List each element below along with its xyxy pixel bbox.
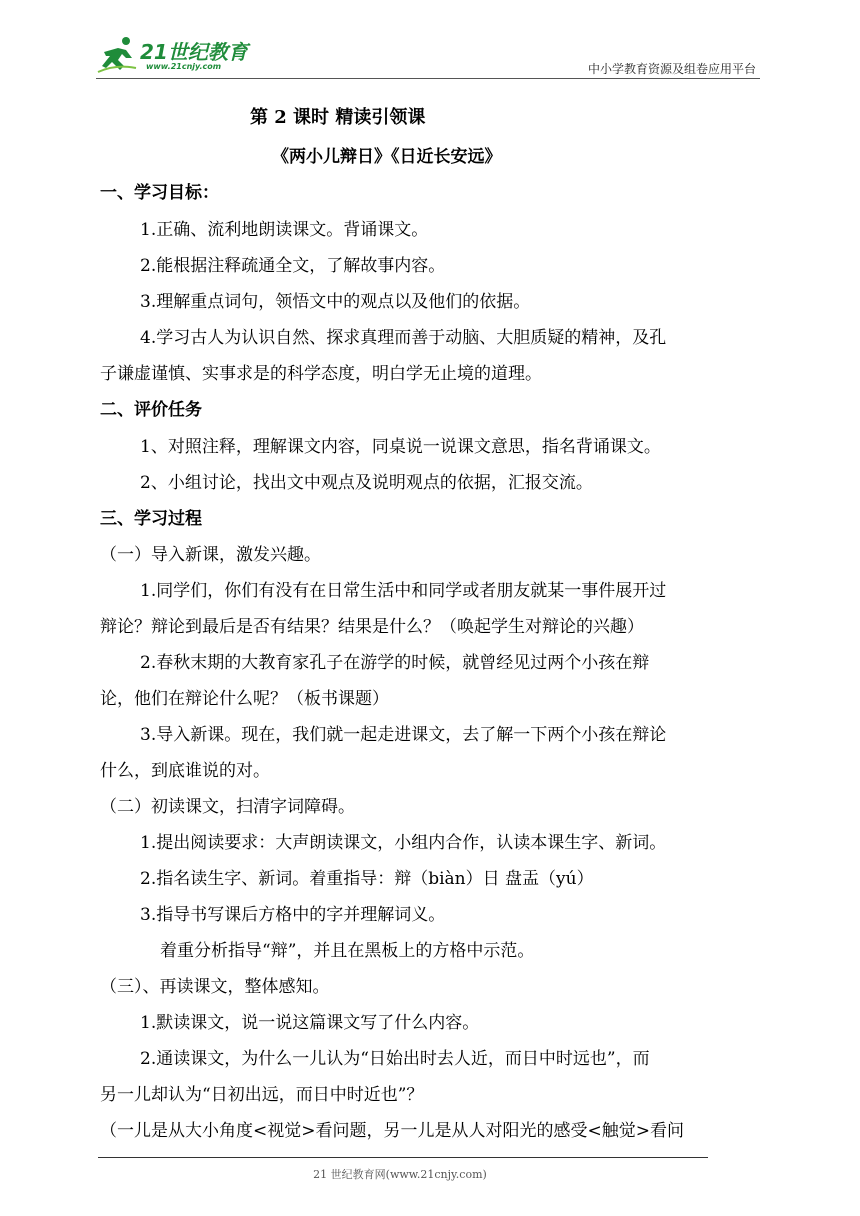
process-line: 1.同学们，你们有没有在日常生活中和同学或者朋友就某一事件展开过 xyxy=(140,581,667,601)
task-2: 2、小组讨论，找出文中观点及说明观点的依据，汇报交流。 xyxy=(140,473,593,493)
process-line: 3.导入新课。现在，我们就一起走进课文，去了解一下两个小孩在辩论 xyxy=(140,725,667,745)
process-part-3: （三）、再读课文，整体感知。 xyxy=(100,977,330,997)
runner-logo-icon xyxy=(96,34,142,74)
logo xyxy=(96,34,266,78)
task-1: 1、对照注释，理解课文内容，同桌说一说课文意思，指名背诵课文。 xyxy=(140,437,661,457)
process-line: 2.春秋末期的大教育家孔子在游学的时候，就曾经见过两个小孩在辩 xyxy=(140,653,650,673)
process-line: 2.通读课文，为什么一儿认为“日始出时去人近，而日中时远也”，而 xyxy=(140,1049,650,1069)
lesson-title: 第 2 课时 精读引领课 xyxy=(250,107,426,128)
objective-2: 2.能根据注释疏通全文，了解故事内容。 xyxy=(140,256,446,276)
process-part-1: （一）导入新课，激发兴趣。 xyxy=(100,545,321,565)
logo-url: www.21cnjy.com xyxy=(146,62,222,71)
objective-4-cont: 子谦虚谨慎、实事求是的科学态度，明白学无止境的道理。 xyxy=(100,364,542,384)
section-3-heading: 三、学习过程 xyxy=(100,509,202,529)
process-line: （一儿是从大小角度<视觉>看问题，另一儿是从人对阳光的感受<触觉>看问 xyxy=(100,1121,684,1141)
process-line: 什么，到底谁说的对。 xyxy=(100,761,270,781)
process-line: 辩论？辩论到最后是否有结果？结果是什么？（唤起学生对辩论的兴趣） xyxy=(100,617,644,637)
text-titles: 《两小儿辩日》《日近长安远》 xyxy=(272,147,502,167)
process-line: 2.指名读生字、新词。着重指导：辩（biàn）日 盘盂（yú） xyxy=(140,869,594,889)
platform-name: 中小学教育资源及组卷应用平台 xyxy=(587,62,756,76)
logo-text: 21世纪教育 xyxy=(140,40,248,64)
objective-4: 4.学习古人为认识自然、探求真理而善于动脑、大胆质疑的精神，及孔 xyxy=(140,328,667,348)
process-part-2: （二）初读课文，扫清字词障碍。 xyxy=(100,797,355,817)
objective-3: 3.理解重点词句，领悟文中的观点以及他们的依据。 xyxy=(140,292,531,312)
page-header xyxy=(96,30,760,80)
section-2-heading: 二、评价任务 xyxy=(100,400,202,420)
objective-1: 1.正确、流利地朗读课文。背诵课文。 xyxy=(140,220,429,240)
footer-divider xyxy=(98,1157,708,1158)
page-footer xyxy=(0,1166,860,1182)
process-line: 着重分析指导“辩”，并且在黑板上的方格中示范。 xyxy=(160,941,535,961)
footer-text: 21 世纪教育网(www.21cnjy.com) xyxy=(313,1168,487,1181)
header-divider xyxy=(96,78,760,79)
process-line: 论，他们在辩论什么呢？（板书课题） xyxy=(100,689,389,709)
process-line: 1.提出阅读要求：大声朗读课文，小组内合作，认读本课生字、新词。 xyxy=(140,833,667,853)
process-line: 1.默读课文，说一说这篇课文写了什么内容。 xyxy=(140,1013,480,1033)
section-1-heading: 一、学习目标： xyxy=(100,183,219,203)
process-line: 3.指导书写课后方格中的字并理解词义。 xyxy=(140,905,446,925)
process-line: 另一儿却认为“日初出远，而日中时近也”？ xyxy=(100,1085,424,1105)
